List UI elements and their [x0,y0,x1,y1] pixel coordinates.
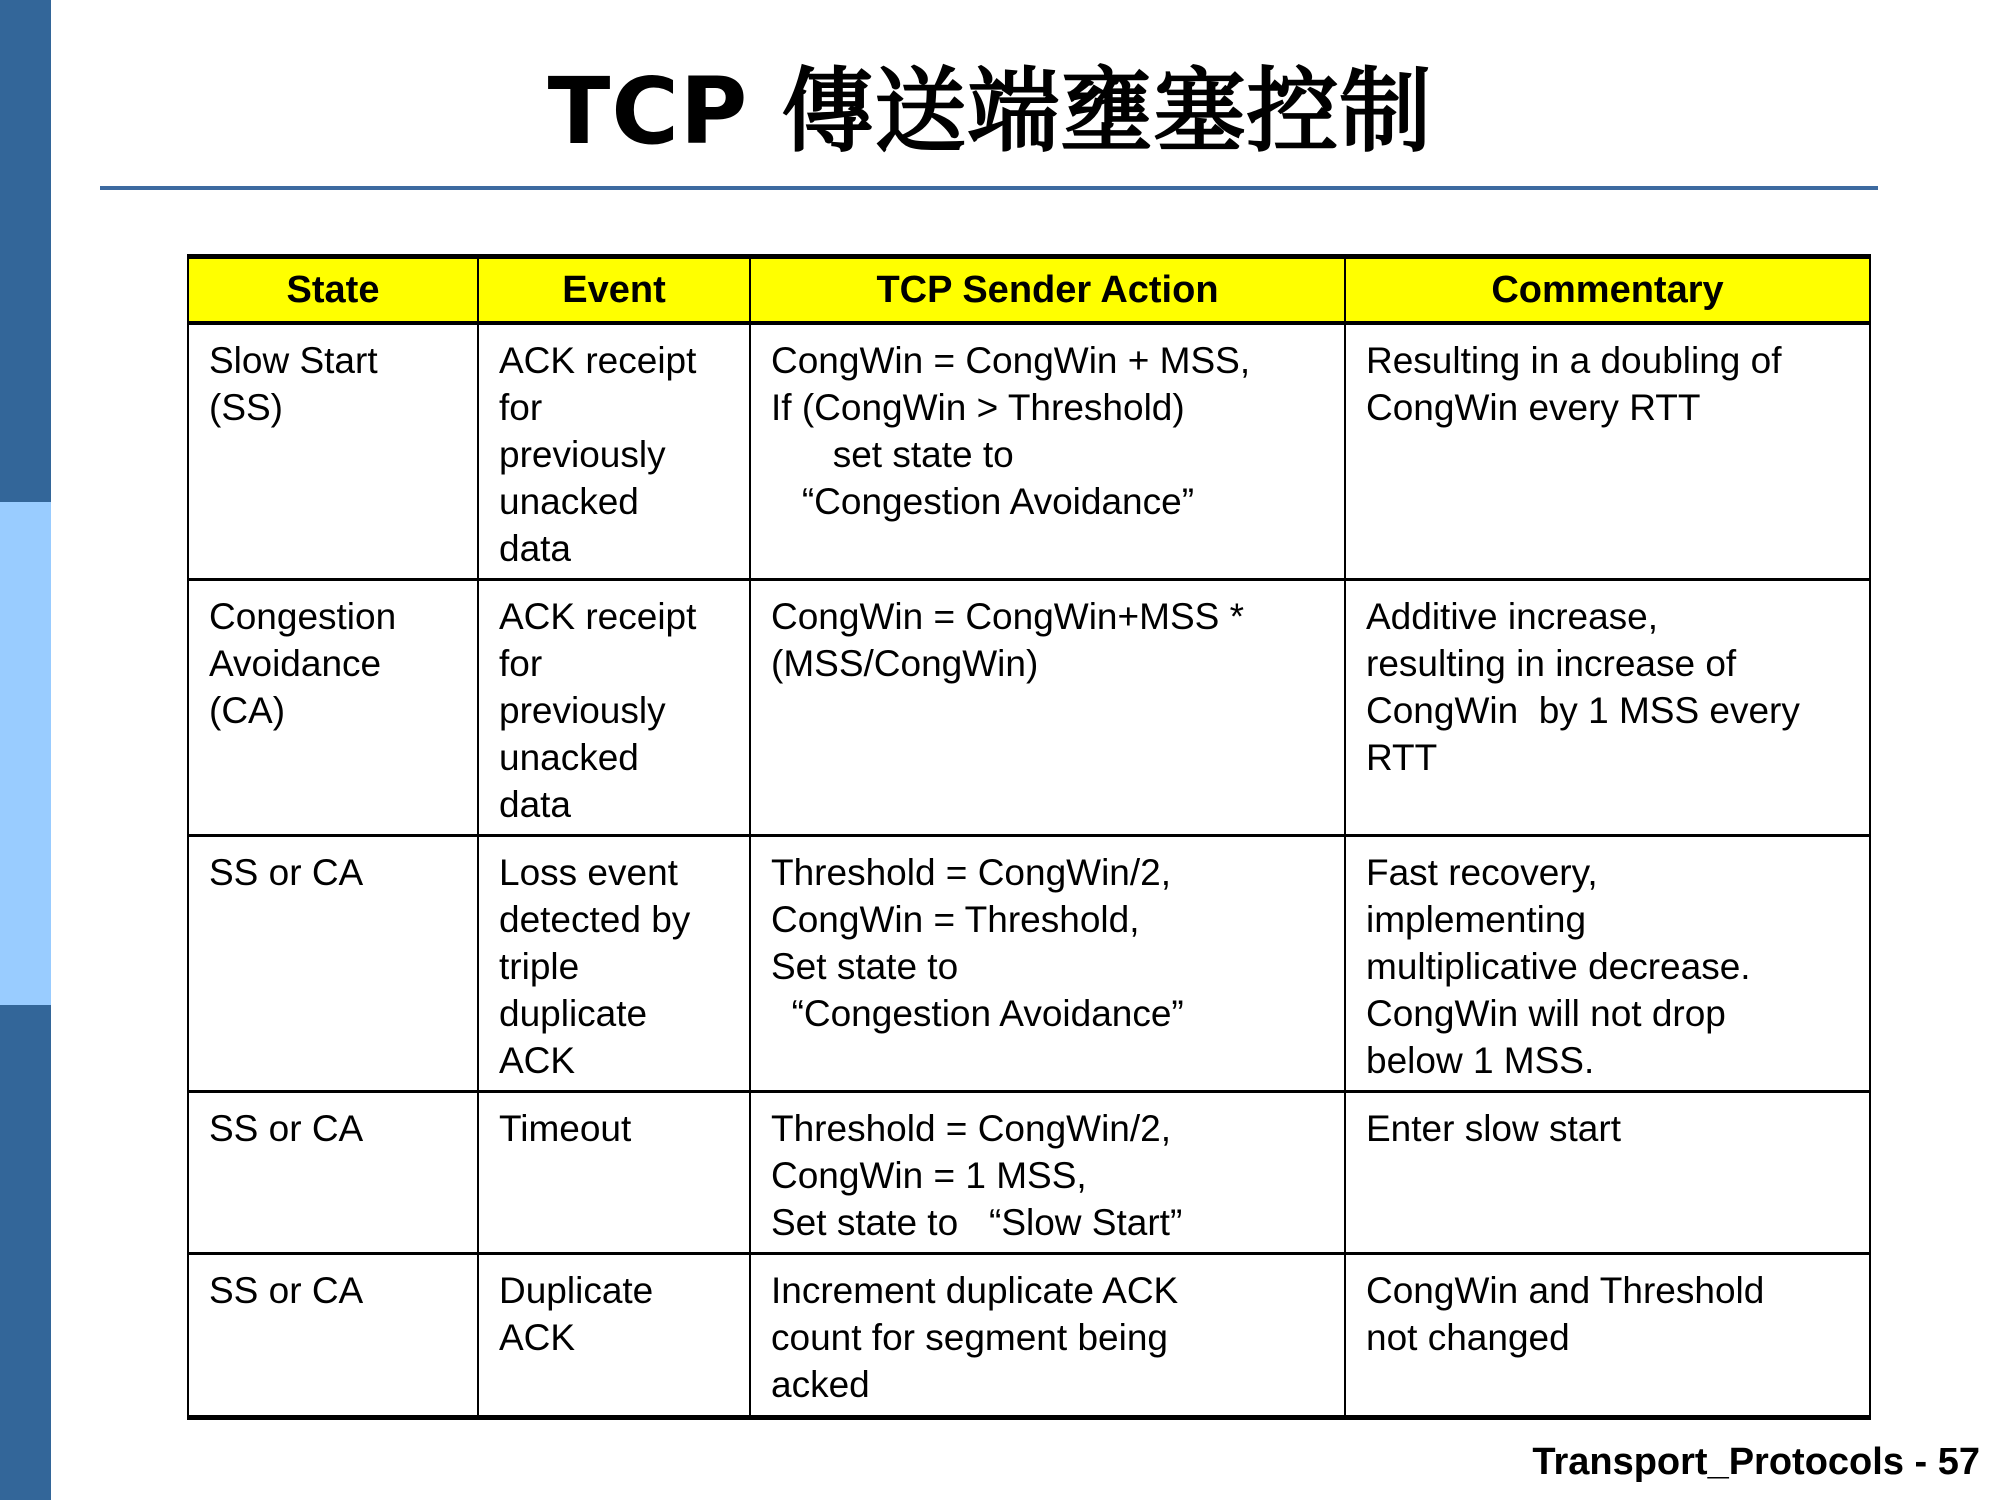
table-row [188,1092,1870,1254]
cell-state: SS or CA [188,1254,478,1418]
cell-commentary: Enter slow start [1345,1092,1870,1254]
cell-commentary: Additive increase, resulting in increase of CongWin by 1 MSS every RTT [1345,580,1870,836]
cell-sender-action: CongWin = CongWin+MSS * (MSS/CongWin) [750,580,1345,836]
cell-sender-action: Threshold = CongWin/2, CongWin = Threshold, Set state to “Congestion Avoidance” [750,836,1345,1092]
table-row [188,836,1870,1092]
cell-event: ACK receipt for previously unacked data [478,323,750,580]
cell-commentary: Fast recovery, implementing multiplicative decrease. CongWin will not drop below 1 MSS. [1345,836,1870,1092]
congestion-control-table [187,254,1871,1420]
slide-title: TCP 傳送端壅塞控制 [547,58,1433,165]
cell-commentary: CongWin and Threshold not changed [1345,1254,1870,1418]
cell-event: Duplicate ACK [478,1254,750,1418]
cell-sender-action: Increment duplicate ACK count for segment being acked [750,1254,1345,1418]
sidebar-stripe-top [0,0,51,502]
slide-footer: Transport_Protocols - 57 [1532,1441,1980,1483]
cell-sender-action: CongWin = CongWin + MSS, If (CongWin > Threshold) set state to “Congestion Avoidance” [750,323,1345,580]
cell-state: SS or CA [188,1092,478,1254]
cell-state: Congestion Avoidance (CA) [188,580,478,836]
cell-commentary: Resulting in a doubling of CongWin every RTT [1345,323,1870,580]
table-row [188,580,1870,836]
table-row [188,1254,1870,1418]
header-sender-action: TCP Sender Action [750,257,1345,324]
header-state: State [188,257,478,324]
sidebar-stripe-middle [0,502,51,1005]
cell-sender-action: Threshold = CongWin/2, CongWin = 1 MSS, Set state to “Slow Start” [750,1092,1345,1254]
cell-state: Slow Start (SS) [188,323,478,580]
cell-event: Loss event detected by triple duplicate ACK [478,836,750,1092]
header-event: Event [478,257,750,324]
table-header-row [188,257,1870,324]
cell-event: Timeout [478,1092,750,1254]
sidebar-stripe-bottom [0,1005,51,1500]
table-row [188,323,1870,580]
cell-event: ACK receipt for previously unacked data [478,580,750,836]
header-commentary: Commentary [1345,257,1870,324]
title-divider [100,186,1878,190]
cell-state: SS or CA [188,836,478,1092]
